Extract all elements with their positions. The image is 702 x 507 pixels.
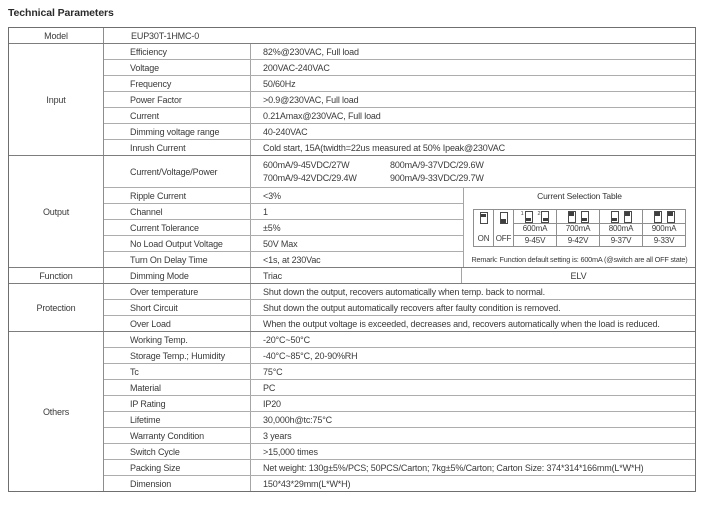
others-rows (104, 332, 695, 491)
table-row (104, 251, 463, 267)
param-value: 40-240VAC (263, 126, 308, 137)
cvp-value: 800mA/9-37VDC/29.6W (390, 159, 484, 170)
model-value: EUP30T-1HMC-0 (131, 30, 200, 41)
param-label: Current (104, 108, 251, 123)
param-label: Inrush Current (104, 140, 251, 155)
param-value: IP20 (263, 398, 281, 409)
param-label: Working Temp. (104, 332, 251, 347)
table-row (104, 379, 695, 395)
switch-number: 2 (537, 210, 541, 217)
option-current: 700mA (557, 224, 600, 236)
input-rows (104, 44, 695, 155)
section-label-protection: Protection (9, 284, 104, 331)
param-value: Cold start, 15A(twidth=22us measured at 50% Ipeak@230VAC (263, 142, 505, 153)
table-row (104, 235, 463, 251)
param-value: 50/60Hz (263, 78, 296, 89)
legend-on-cell (474, 210, 494, 247)
param-value: 82%@230VAC, Full load (263, 46, 359, 57)
param-value: 0.21Amax@230VAC, Full load (263, 110, 381, 121)
switch-state-800mA (600, 210, 643, 224)
param-value: When the output voltage is exceeded, decreases and, recovers automatically when the load is reduced. (263, 318, 660, 329)
cvp-value: 900mA/9-33VDC/29.7W (390, 172, 484, 183)
dip-switch-off-icon (581, 211, 589, 223)
cvp-value: 700mA/9-42VDC/29.4W (263, 172, 357, 183)
option-voltage: 9-37V (600, 235, 643, 247)
param-value: Shut down the output, recovers automatically when temp. back to normal. (263, 286, 546, 297)
dip-switch-off-icon (500, 212, 508, 224)
section-function (9, 267, 695, 283)
param-label: Material (104, 380, 251, 395)
switch-state-600mA (514, 210, 557, 224)
dimming-mode-elv: ELV (570, 270, 587, 281)
table-row (104, 284, 695, 299)
model-label: Model (9, 28, 104, 43)
output-lower-block (104, 187, 695, 267)
option-current: 800mA (600, 224, 643, 236)
param-label: Warranty Condition (104, 428, 251, 443)
param-label: Switch Cycle (104, 444, 251, 459)
dip-switch-on-icon (480, 212, 488, 224)
table-row (104, 475, 695, 491)
switch-state-900mA (643, 210, 686, 224)
param-label: Dimming voltage range (104, 124, 251, 139)
option-voltage: 9-33V (643, 235, 686, 247)
table-row (104, 411, 695, 427)
current-voltage-power-values (263, 159, 484, 185)
option-voltage: 9-45V (514, 235, 557, 247)
dip-switch-on-icon (624, 211, 632, 223)
table-row (104, 219, 463, 235)
table-row (104, 123, 695, 139)
param-value: 200VAC-240VAC (263, 62, 330, 73)
table-row (104, 156, 695, 187)
table-row (104, 332, 695, 347)
param-value: Net weight: 130g±5%/PCS; 50PCS/Carton; 7kg±5%/Carton; Carton Size: 374*314*166mm(L*W*H) (263, 462, 644, 473)
table-row (104, 268, 695, 283)
param-label: IP Rating (104, 396, 251, 411)
option-current: 900mA (643, 224, 686, 236)
table-row (104, 315, 695, 331)
cvp-value: 600mA/9-45VDC/27W (263, 159, 350, 170)
param-label: No Load Output Voltage (104, 236, 251, 251)
page (0, 7, 702, 492)
section-input (9, 43, 695, 155)
section-protection (9, 283, 695, 331)
table-row (104, 347, 695, 363)
dip-switch-on-icon (568, 211, 576, 223)
section-label-input: Input (9, 44, 104, 155)
param-value: 30,000h@tc:75°C (263, 414, 333, 425)
param-value: -20°C~50°C (263, 334, 310, 345)
param-label: Dimension (104, 476, 251, 491)
page-title: Technical Parameters (8, 7, 114, 19)
table-row (104, 427, 695, 443)
param-label: Over temperature (104, 284, 251, 299)
table-row (104, 91, 695, 107)
section-others (9, 331, 695, 491)
table-row (104, 459, 695, 475)
param-label: Channel (104, 204, 251, 219)
param-value: Shut down the output automatically recovers after faulty condition is removed. (263, 302, 561, 313)
table-row (104, 59, 695, 75)
param-label: Turn On Delay Time (104, 252, 251, 267)
table-row (104, 44, 695, 59)
legend-off-label: OFF (495, 234, 512, 243)
table-row (104, 188, 463, 203)
param-label: Short Circuit (104, 300, 251, 315)
param-value: 1 (263, 206, 268, 217)
dip-switch-on-icon (654, 211, 662, 223)
table-row (104, 107, 695, 123)
section-output (9, 155, 695, 267)
output-left-rows (104, 188, 463, 267)
switch-state-700mA (557, 210, 600, 224)
param-label: Dimming Mode (104, 268, 251, 283)
current-selection-table-title: Current Selection Table (537, 191, 622, 201)
dip-switch-table (473, 209, 686, 247)
technical-parameters-table (8, 27, 696, 492)
param-label: Tc (104, 364, 251, 379)
table-row (104, 75, 695, 91)
param-label: Lifetime (104, 412, 251, 427)
table-row (104, 203, 463, 219)
param-label: Frequency (104, 76, 251, 91)
param-value: -40°C~85°C, 20-90%RH (263, 350, 358, 361)
param-value: 75°C (263, 366, 283, 377)
dip-switch-off-icon (525, 211, 533, 223)
param-value: ±5% (263, 222, 281, 233)
section-label-others: Others (9, 332, 104, 491)
table-row (104, 395, 695, 411)
table-row (104, 139, 695, 155)
param-value: <3% (263, 190, 281, 201)
param-value: PC (263, 382, 276, 393)
function-rows (104, 268, 695, 283)
selection-table-remark: Remark: Function default setting is: 600mA (@switch are all OFF state) (471, 255, 688, 264)
param-label: Over Load (104, 316, 251, 331)
param-label: Packing Size (104, 460, 251, 475)
table-row (104, 443, 695, 459)
param-label: Storage Temp.; Humidity (104, 348, 251, 363)
param-value: >15,000 times (263, 446, 318, 457)
protection-rows (104, 284, 695, 331)
param-value (251, 156, 695, 187)
dip-switch-on-icon (667, 211, 675, 223)
output-rows (104, 156, 695, 267)
section-label-function: Function (9, 268, 104, 283)
dimming-mode-triac: Triac (251, 268, 462, 283)
legend-off-cell (494, 210, 514, 247)
param-value: >0.9@230VAC, Full load (263, 94, 359, 105)
param-value: 3 years (263, 430, 292, 441)
dip-switch-off-icon (611, 211, 619, 223)
model-row (9, 28, 695, 43)
param-label: Current/Voltage/Power (104, 156, 251, 187)
param-value: 50V Max (263, 238, 298, 249)
param-label: Power Factor (104, 92, 251, 107)
option-voltage: 9-42V (557, 235, 600, 247)
param-value: 150*43*29mm(L*W*H) (263, 478, 351, 489)
param-label: Ripple Current (104, 188, 251, 203)
current-selection-table (463, 188, 695, 267)
param-label: Voltage (104, 60, 251, 75)
table-row (104, 299, 695, 315)
dip-switch-off-icon (541, 211, 549, 223)
option-current: 600mA (514, 224, 557, 236)
legend-on-label: ON (477, 234, 490, 243)
switch-number: 1 (520, 210, 524, 217)
table-row (104, 363, 695, 379)
param-label: Efficiency (104, 44, 251, 59)
section-label-output: Output (9, 156, 104, 267)
param-value: <1s, at 230Vac (263, 254, 321, 265)
param-label: Current Tolerance (104, 220, 251, 235)
